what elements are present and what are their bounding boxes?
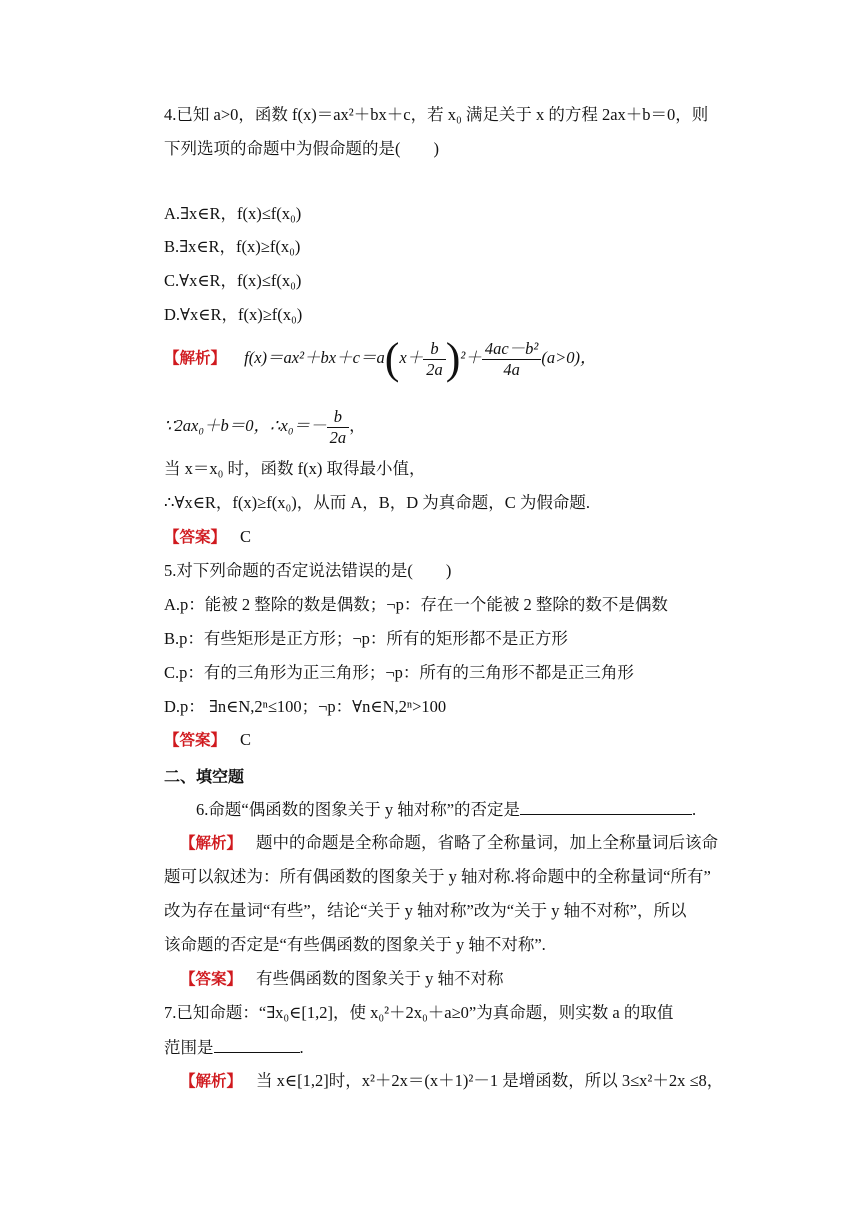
- q4-option-a: A.∃x∈R，f(x)≤f(x₀): [164, 204, 302, 223]
- fraction-b-over-2a: [327, 407, 350, 448]
- q4-analysis-line1: [164, 334, 597, 384]
- q7-stem-lead: 范围是: [164, 1038, 214, 1057]
- answer-label: 【答案】: [164, 528, 227, 546]
- q6-analysis-line4: 该命题的否定是“有些偶函数的图象关于 y 轴不对称”.: [164, 935, 546, 954]
- fraction-denominator: 2a: [426, 359, 443, 379]
- q6-stem: [196, 798, 696, 821]
- answer-value: C: [240, 730, 252, 749]
- q5-option-c: C.p：有的三角形为正三角形；¬p：所有的三角形不都是正三角形: [164, 663, 634, 682]
- q4-stem-line2: 下列选项的命题中为假命题的是( ): [164, 139, 439, 158]
- fraction-denominator: 2a: [329, 427, 347, 447]
- fraction-numerator: b: [327, 407, 350, 428]
- q7-stem-end: .: [299, 1038, 304, 1057]
- analysis-label: 【解析】: [180, 834, 243, 852]
- q4-analysis-line3: 当 x＝x₀ 时，函数 f(x) 取得最小值，: [164, 459, 426, 478]
- q4-option-b: B.∃x∈R，f(x)≥f(x₀): [164, 237, 301, 256]
- q4-x0-tail: ，: [349, 416, 366, 435]
- right-paren: ): [445, 334, 461, 384]
- q6-analysis-line2: 题可以叙述为：所有偶函数的图象关于 y 轴对称.将命题中的全称量词“所有”: [164, 867, 711, 886]
- q6-answer: [180, 968, 504, 990]
- left-paren: (: [384, 334, 400, 384]
- q5-option-d: D.p： ∃n∈N,2ⁿ≤100；¬p：∀n∈N,2ⁿ>100: [164, 697, 447, 716]
- answer-value: 有些偶函数的图象关于 y 轴不对称: [256, 969, 504, 988]
- q4-answer: [164, 526, 251, 548]
- answer-blank: [520, 798, 692, 815]
- q4-formula-tail: (a>0)，: [541, 348, 597, 367]
- answer-label: 【答案】: [180, 970, 243, 988]
- fraction-denominator: 4a: [503, 359, 520, 379]
- q4-stem-line1: 4.已知 a>0，函数 f(x)＝ax²＋bx＋c，若 x₀ 满足关于 x 的方程 2ax＋b＝0，则: [164, 105, 709, 124]
- q4-formula-inner: x＋: [399, 348, 424, 367]
- q4-option-d: D.∀x∈R，f(x)≥f(x₀): [164, 305, 303, 324]
- q5-option-a: A.p：能被 2 整除的数是偶数；¬p：存在一个能被 2 整除的数不是偶数: [164, 595, 668, 614]
- q4-analysis-line4: ∴∀x∈R，f(x)≥f(x₀)，从而 A，B，D 为真命题，C 为假命题.: [164, 493, 591, 512]
- fraction-b-over-2a: [423, 339, 446, 380]
- q5-answer: [164, 729, 251, 751]
- q6-stem-end: .: [692, 800, 697, 819]
- fraction-numerator: b: [423, 339, 446, 360]
- q5-stem: 5.对下列命题的否定说法错误的是( ): [164, 561, 452, 580]
- q7-stem-line2: [164, 1036, 304, 1059]
- analysis-label: 【解析】: [180, 1072, 243, 1090]
- section-heading: 二、填空题: [164, 767, 245, 786]
- q4-formula-lead: f(x)＝ax²＋bx＋c＝a: [244, 348, 385, 367]
- q6-analysis-line1: [180, 832, 718, 854]
- answer-value: C: [240, 527, 252, 546]
- q6-stem-text: 6.命题“偶函数的图象关于 y 轴对称”的否定是: [196, 800, 521, 819]
- q4-x0-lead: ∵2ax₀＋b＝0，∴x₀＝－: [164, 416, 327, 435]
- fraction-discriminant: [482, 339, 542, 380]
- q6-analysis-line3: 改为存在量词“有些”，结论“关于 y 轴对称”改为“关于 y 轴不对称”，所以: [164, 901, 687, 920]
- q6-analysis-text1: 题中的命题是全称命题，省略了全称量词，加上全称量词后该命: [256, 833, 719, 852]
- q7-analysis-line1: [180, 1070, 723, 1092]
- q5-option-b: B.p：有些矩形是正方形；¬p：所有的矩形都不是正方形: [164, 629, 568, 648]
- q4-analysis-line2: [164, 404, 366, 448]
- fraction-numerator: 4ac－b²: [482, 339, 542, 360]
- q4-option-c: C.∀x∈R，f(x)≤f(x₀): [164, 271, 302, 290]
- analysis-label: 【解析】: [164, 349, 227, 367]
- answer-blank: [214, 1036, 300, 1053]
- q4-formula-plus: ²＋: [460, 348, 482, 367]
- q7-analysis-text1: 当 x∈[1,2]时，x²＋2x＝(x＋1)²－1 是增函数，所以 3≤x²＋2x ≤8，: [256, 1071, 724, 1090]
- answer-label: 【答案】: [164, 731, 227, 749]
- q7-stem-line1: 7.已知命题：“∃x₀∈[1,2]，使 x₀²＋2x₀＋a≥0”为真命题，则实数 a 的取值: [164, 1003, 674, 1022]
